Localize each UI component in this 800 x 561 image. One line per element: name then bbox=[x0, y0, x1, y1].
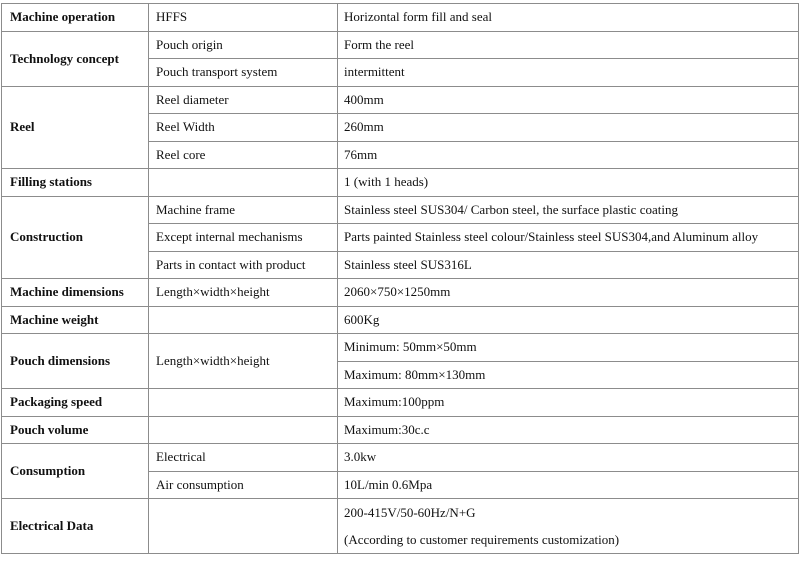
row-sub: Pouch transport system bbox=[149, 59, 338, 87]
table-row bbox=[2, 196, 799, 224]
table-row bbox=[2, 389, 799, 417]
row-label: Packaging speed bbox=[2, 389, 149, 417]
table-row bbox=[2, 86, 799, 114]
row-value: Parts painted Stainless steel colour/Stainless steel SUS304,and Aluminum alloy bbox=[338, 224, 799, 252]
row-value: Stainless steel SUS316L bbox=[338, 251, 799, 279]
row-sub: Length×width×height bbox=[149, 334, 338, 389]
row-value: 1 (with 1 heads) bbox=[338, 169, 799, 197]
row-value: Maximum:30c.c bbox=[338, 416, 799, 444]
row-value: 600Kg bbox=[338, 306, 799, 334]
row-value: Minimum: 50mm×50mm bbox=[338, 334, 799, 362]
row-sub bbox=[149, 389, 338, 417]
row-label: Pouch volume bbox=[2, 416, 149, 444]
spec-table bbox=[1, 3, 799, 554]
table-row bbox=[2, 416, 799, 444]
row-value: 10L/min 0.6Mpa bbox=[338, 471, 799, 499]
row-label: Filling stations bbox=[2, 169, 149, 197]
row-sub: Reel diameter bbox=[149, 86, 338, 114]
value-line: 200-415V/50-60Hz/N+G bbox=[344, 505, 476, 520]
row-sub: HFFS bbox=[149, 4, 338, 32]
row-sub: Except internal mechanisms bbox=[149, 224, 338, 252]
row-value: 260mm bbox=[338, 114, 799, 142]
row-sub: Electrical bbox=[149, 444, 338, 472]
value-line: (According to customer requirements customization) bbox=[344, 532, 620, 547]
row-sub: Length×width×height bbox=[149, 279, 338, 307]
row-sub bbox=[149, 169, 338, 197]
row-sub bbox=[149, 306, 338, 334]
row-value: Stainless steel SUS304/ Carbon steel, the surface plastic coating bbox=[338, 196, 799, 224]
row-value-multiline bbox=[338, 499, 799, 554]
row-value: Form the reel bbox=[338, 31, 799, 59]
row-value: 2060×750×1250mm bbox=[338, 279, 799, 307]
row-label: Machine weight bbox=[2, 306, 149, 334]
row-value: intermittent bbox=[338, 59, 799, 87]
row-value: Horizontal form fill and seal bbox=[338, 4, 799, 32]
row-value: Maximum: 80mm×130mm bbox=[338, 361, 799, 389]
table-row bbox=[2, 169, 799, 197]
row-sub: Machine frame bbox=[149, 196, 338, 224]
row-label: Technology concept bbox=[2, 31, 149, 86]
table-row bbox=[2, 334, 799, 362]
row-label: Electrical Data bbox=[2, 499, 149, 554]
row-label: Machine operation bbox=[2, 4, 149, 32]
row-sub: Reel core bbox=[149, 141, 338, 169]
row-label: Reel bbox=[2, 86, 149, 169]
table-row bbox=[2, 499, 799, 554]
row-sub bbox=[149, 416, 338, 444]
table-row bbox=[2, 31, 799, 59]
row-sub: Reel Width bbox=[149, 114, 338, 142]
row-value: 3.0kw bbox=[338, 444, 799, 472]
row-sub: Parts in contact with product bbox=[149, 251, 338, 279]
row-label: Machine dimensions bbox=[2, 279, 149, 307]
table-row bbox=[2, 279, 799, 307]
table-row bbox=[2, 444, 799, 472]
row-label: Pouch dimensions bbox=[2, 334, 149, 389]
row-value: 400mm bbox=[338, 86, 799, 114]
row-value: 76mm bbox=[338, 141, 799, 169]
row-label: Construction bbox=[2, 196, 149, 279]
row-sub: Air consumption bbox=[149, 471, 338, 499]
row-sub: Pouch origin bbox=[149, 31, 338, 59]
row-value: Maximum:100ppm bbox=[338, 389, 799, 417]
table-row bbox=[2, 4, 799, 32]
row-label: Consumption bbox=[2, 444, 149, 499]
table-row bbox=[2, 306, 799, 334]
row-sub bbox=[149, 499, 338, 554]
